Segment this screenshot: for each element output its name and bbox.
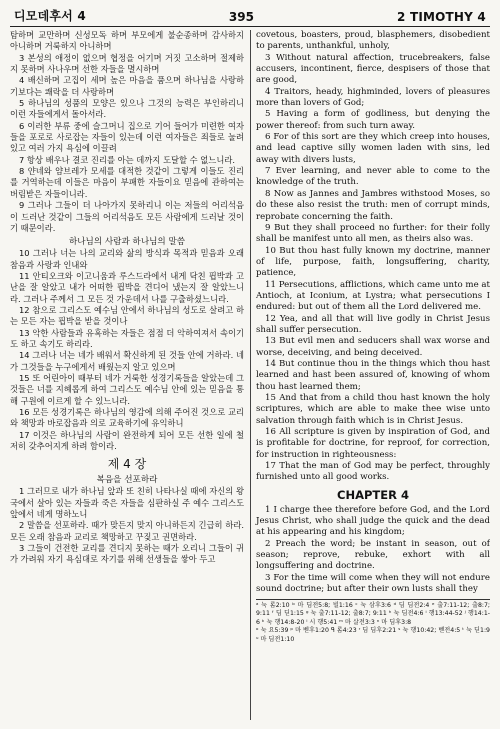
verse-en-13: 13 But evil men and seducers shall wax worse and worse, deceiving, and being deceived. <box>256 336 490 358</box>
verse-en-6: 6 For of this sort are they which creep into houses, and lead captive silly women laden with sins, led away with divers lusts, <box>256 132 490 165</box>
verse-en-7: 7 Ever learning, and never able to come to the knowledge of the truth. <box>256 166 490 188</box>
verse-en-11: 11 Persecutions, afflictions, which came unto me at Antioch, at Iconium, at Lystra; what persecutions I endured: but out of them all the Lord delivered me. <box>256 279 490 313</box>
chapter-heading-ko: 제 4 장 <box>107 457 147 472</box>
footnote-divider <box>256 599 490 600</box>
verse-en-10: 10 But thou hast fully known my doctrine, manner of life, purpose, faith, longsuffering, charity, patience, <box>256 245 490 279</box>
cross-reference-footnotes: ᵃ 눅 롬2:10 ᵇ 마 딤전5:8; 빌1:16 ᶜ 눅 삼후3:6 ᵈ 딤 딤전2:4 ᵉ 출7:11-12; 출8:7; 9:11 ᶠ 딤 딛1:15 ᵍ 눅 출7:11-12; 출8:7; 9:11 ʰ 눅 딤전4:6 ⁱ 행13:44-52 ʲ 행14:1-6 ᵏ 눅 행14:8-20 ˡ 시 행5:41 ᵐ 마 살전3:3 ⁿ 마 딤후3:8 <box>256 601 490 626</box>
verse-en-4-2: 2 Preach the word; be instant in season, out of season; reprove, rebuke, exhort with all longsuffering and doctrine. <box>256 538 490 572</box>
verse-en-4-1: 1 I charge thee therefore before God, and the Lord Jesus Christ, who shall judge the quick and the dead at his appearing and his kingdom; <box>256 504 490 538</box>
korean-column <box>10 30 250 720</box>
verse-ko-5: 5 하나님의 성품의 모양은 있으나 그것의 능력은 부인하리니 이런 자들에게서 돌아서라. <box>10 98 244 120</box>
verse-en-16: 16 All scripture is given by inspiration of God, and is profitable for doctrine, for reproof, for correction, for instruction in righteousness: <box>256 427 490 460</box>
verse-ko-17: 17 이것은 하나님의 사람이 완전하게 되어 모든 선한 일에 철저히 갖추어지게 하려 함이라. <box>10 429 244 452</box>
verse-ko-4: 4 배신하며 고집이 세며 높은 마음을 품으며 하나님을 사랑하기보다는 쾌락을 더 사랑하며 <box>10 75 244 97</box>
page-number: 395 <box>228 10 254 24</box>
verse-ko-4-1: 1 그러므로 내가 하나님 앞과 또 친히 나타나실 때에 자신의 왕국에서 살아 있는 자들과 죽은 자들을 심판하실 주 예수 그리스도 앞에서 네게 명하노니 <box>10 486 244 520</box>
section-heading-ko: 하나님의 사람과 하나님의 말씀 <box>68 237 186 248</box>
verse-ko-4-2: 2 말씀을 선포하라. 때가 맞든지 맞지 아니하든지 긴급히 하라. 모든 오래 참음과 교리로 책망하고 꾸짖고 권면하라. <box>10 520 244 542</box>
section-heading-ko-2: 복음을 선포하라 <box>96 475 158 486</box>
verse-ko-15: 15 또 어린아이 때부터 네가 거룩한 성경기록들을 알았는데 그것들은 너를 지혜롭게 하여 그리스도 예수님 안에 있는 믿음을 통해 구원에 이르게 할 수 있느니라. <box>10 372 244 406</box>
verse-ko-6: 6 이러한 부류 중에 슬그머니 집으로 기어 들어가 미련한 여자들을 포로로 사로잡는 자들이 있는데 이런 여자들은 죄들로 눌려 있고 여러 가지 욕심에 이끌려 <box>10 120 244 154</box>
verse-en-2: covetous, boasters, proud, blasphemers, disobedient to parents, unthankful, unholy, <box>256 30 490 52</box>
verse-en-4: 4 Traitors, heady, highminded, lovers of pleasures more than lovers of God; <box>256 86 490 109</box>
two-column-body <box>10 30 490 720</box>
verse-ko-11: 11 안티오크와 이고니움과 루스드라에서 내게 닥친 핍박과 고난을 잘 알았고 내가 어떠한 핍박을 견디어 냈는지 잘 알았느니라. 그러나 주께서 그 모든 것 가운데서 나를 구출하셨느니라. <box>10 270 244 304</box>
verse-ko-7: 7 항상 배우나 결코 진리를 아는 데까지 도달할 수 없느니라. <box>19 154 235 165</box>
verse-en-14: 14 But continue thou in the things which thou hast learned and hast been assured of, knowing of whom thou hast learned them; <box>256 358 490 392</box>
verse-ko-2: 탐하며 교만하며 신성모독 하며 부모에게 불순종하며 감사하지 아니하며 거룩하지 아니하며 <box>10 30 244 52</box>
verse-ko-3: 3 본성의 애정이 없으며 협정을 어기며 거짓 고소하며 절제하지 못하며 사나우며 선한 자들을 멸시하며 <box>10 52 244 75</box>
english-column <box>250 30 490 720</box>
verse-en-3: 3 Without natural affection, trucebreakers, false accusers, incontinent, fierce, despisers of those that are good, <box>256 52 490 86</box>
verse-en-15: 15 And that from a child thou hast known the holy scriptures, which are able to make thee wise unto salvation through faith which is in Christ Jesus. <box>256 393 490 426</box>
chapter-heading-en: CHAPTER 4 <box>337 487 409 502</box>
verse-ko-8: 8 얀네와 얌브레가 모세를 대적한 것같이 그렇게 이들도 진리를 거역하는데 이들은 마음이 부패한 자들이요 믿음에 관하여는 버림받은 자들이니라. <box>10 166 244 199</box>
page-header <box>10 6 490 27</box>
column-divider <box>250 30 251 720</box>
cross-reference-footnotes-2: ᵒ 눅 요5:39 ᵖ 마 벧후1:20 ᑫ 롬4:23 ʳ 딤 딤후2:21 ˢ 눅 행10:42; 벧전4:5 ᵗ 눅 딛1:9 ᵘ 마 딤전1:10 <box>256 627 490 643</box>
header-book-english: 2 TIMOTHY 4 <box>397 10 486 24</box>
verse-ko-10: 10 그러나 너는 나의 교리와 삶의 방식과 목적과 믿음과 오래 참음과 사랑과 인내와 <box>10 248 244 270</box>
header-book-korean: 디모데후서 4 <box>14 9 86 23</box>
verse-ko-9: 9 그러나 그들이 더 나아가지 못하리니 이는 저들의 어리석음이 드러난 것같이 그들의 어리석음도 모든 사람에게 드러날 것이기 때문이라. <box>10 200 244 233</box>
verse-ko-12: 12 참으로 그리스도 예수님 안에서 하나님의 성도로 살려고 하는 모든 자는 핍박을 받을 것이나 <box>10 304 244 327</box>
verse-en-4-3: 3 For the time will come when they will not endure sound doctrine; but after their own lusts shall they <box>256 572 490 595</box>
verse-ko-16: 16 모든 성경기록은 하나님의 영감에 의해 주어진 것으로 교리와 책망과 바로잡음과 의로 교육하기에 유익하니 <box>10 407 244 429</box>
verse-ko-14: 14 그러나 너는 네가 배워서 확신하게 된 것들 안에 거하라. 네가 그것들을 누구에게서 배웠는지 알고 있으며 <box>10 350 244 372</box>
verse-ko-13: 13 악한 사람들과 유혹하는 자들은 점점 더 악하여져서 속이기도 하고 속기도 하리라. <box>10 327 244 349</box>
verse-en-17: 17 That the man of God may be perfect, throughly furnished unto all good works. <box>256 461 490 483</box>
verse-en-5: 5 Having a form of godliness, but denying the power thereof: from such turn away. <box>256 109 490 131</box>
verse-en-12: 12 Yea, and all that will live godly in Christ Jesus shall suffer persecution. <box>256 313 490 335</box>
verse-en-8: 8 Now as Jannes and Jambres withstood Moses, so do these also resist the truth: men of corrupt minds, reprobate concerning the faith. <box>256 188 490 222</box>
verse-ko-4-3: 3 그들이 건전한 교리를 견디지 못하는 때가 오리니 그들이 귀가 가려워 자기 욕심대로 자기를 위해 선생들을 쌓아 두고 <box>10 543 244 565</box>
verse-en-9: 9 But they shall proceed no further: for their folly shall be manifest unto all men, as theirs also was. <box>256 222 490 245</box>
